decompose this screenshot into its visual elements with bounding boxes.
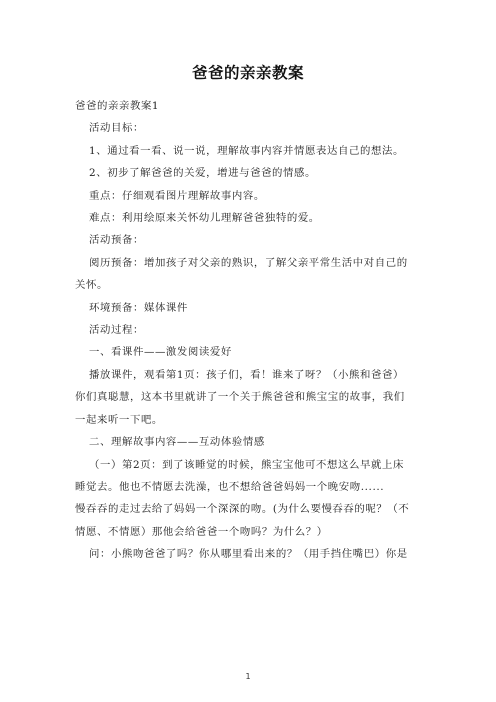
paragraph-line: 一、看课件——激发阅读爱好 — [89, 346, 232, 359]
paragraph-line: 爸爸的亲亲教案1 — [75, 100, 160, 112]
paragraph-line: 睡觉去。他也不情愿去洗澡，也不想给爸爸妈妈一个晚安吻...... — [75, 480, 385, 493]
paragraph-line: 关怀。 — [75, 279, 108, 292]
paragraph-line: （一）第2页：到了该睡觉的时候，熊宝宝他可不想这么早就上床 — [89, 458, 404, 471]
document-title: 爸爸的亲亲教案 — [191, 64, 304, 82]
paragraph-line: 二、理解故事内容——互动体验情感 — [89, 436, 265, 449]
paragraph-line: 环境预备：媒体课件 — [89, 301, 188, 314]
paragraph-line: 情愿、不情愿）那他会给爸爸一个吻吗？为什么？） — [75, 525, 328, 538]
paragraph-line: 活动过程： — [89, 324, 144, 337]
paragraph-line: 2、初步了解爸爸的关爱，增进与爸爸的情感。 — [89, 167, 317, 180]
paragraph-line: 问：小熊吻爸爸了吗？你从哪里看出来的？（用手挡住嘴巴）你是 — [89, 548, 408, 561]
paragraph-line: 你们真聪慧，这本书里就讲了一个关于熊爸爸和熊宝宝的故事，我们 — [75, 391, 405, 404]
paragraph-line: 难点：利用绘原来关怀幼儿理解爸爸独特的爱。 — [89, 212, 320, 225]
paragraph-line: 阅历预备：增加孩子对父亲的熟识，了解父亲平常生活中对自己的 — [89, 256, 408, 269]
paragraph-line: 活动目标： — [89, 122, 144, 135]
paragraph-line: 慢吞吞的走过去给了妈妈一个深深的吻。(为什么要慢吞吞的呢？（不 — [75, 503, 410, 516]
paragraph-line: 重点：仔细观看图片理解故事内容。 — [89, 189, 265, 202]
paragraph-line: 播放课件，观看第1页：孩子们，看！谁来了呀？（小熊和爸爸） — [89, 368, 404, 381]
paragraph-line: 活动预备： — [89, 234, 144, 247]
paragraph-line: 一起来听一下吧。 — [75, 413, 163, 426]
page-number: 1 — [245, 672, 251, 681]
document-body — [75, 95, 425, 566]
paragraph-line: 1、通过看一看、说一说，理解故事内容并情愿表达自己的想法。 — [89, 144, 404, 157]
